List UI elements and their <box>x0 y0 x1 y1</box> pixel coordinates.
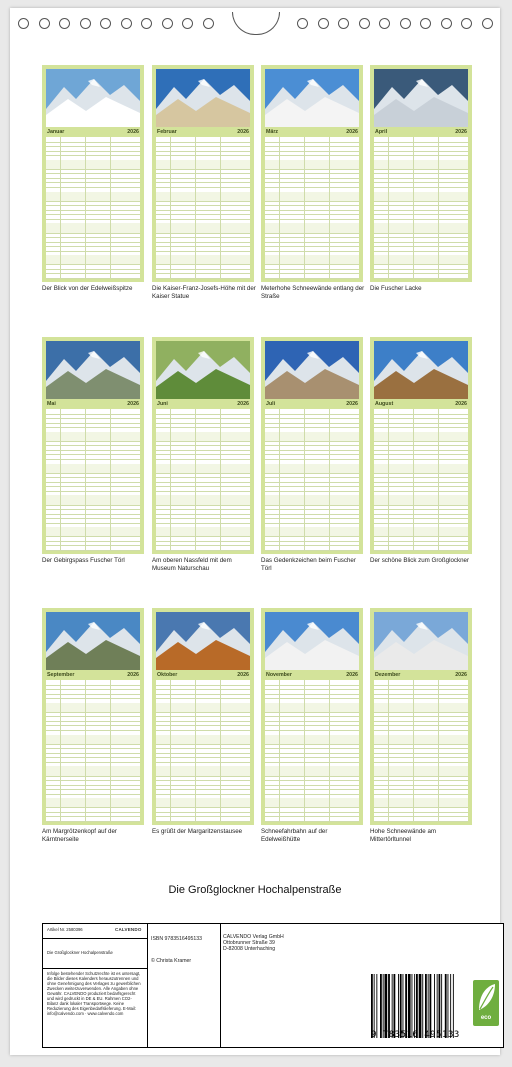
month-3 <box>261 65 365 300</box>
grid-column-line <box>438 409 439 550</box>
month-year: 2026 <box>127 401 139 407</box>
month-card <box>261 65 363 282</box>
month-card <box>370 337 472 554</box>
month-name: Januar <box>47 129 65 135</box>
month-10 <box>152 608 254 835</box>
grid-column-line <box>329 680 330 821</box>
grid-column-line <box>388 409 389 550</box>
month-caption: Hohe Schneewände am Mittertörltunnel <box>370 828 437 843</box>
grid-column-line <box>220 137 221 278</box>
binding-hole <box>121 18 132 29</box>
ean-number: 9 783516 495133 <box>371 1030 460 1040</box>
product-info-box <box>42 923 504 1048</box>
month-day-grid <box>46 409 140 550</box>
month-caption: Am oberen Nassfeld mit dem Museum Naturschau <box>152 557 232 572</box>
month-header <box>46 128 140 136</box>
article-number: Artikel Nr. 2580396 <box>47 927 83 932</box>
grid-column-line <box>60 680 61 821</box>
calendar-title: Die Großglockner Hochalpenstraße <box>168 884 342 896</box>
isbn-text: ISBN 9783516495133 <box>151 936 203 942</box>
month-12 <box>370 608 472 843</box>
month-card <box>152 337 254 554</box>
month-header <box>265 400 359 408</box>
month-caption: Die Kaiser-Franz-Josefs-Höhe mit der Kaiser Statue <box>152 285 256 300</box>
grid-column-line <box>220 409 221 550</box>
month-11 <box>261 608 363 843</box>
grid-column-line <box>279 137 280 278</box>
grid-column-line <box>329 137 330 278</box>
month-1 <box>42 65 144 292</box>
grid-column-line <box>304 680 305 821</box>
grid-column-line <box>220 680 221 821</box>
month-year: 2026 <box>237 129 249 135</box>
month-caption: Das Gedenkzeichen beim Fuscher Törl <box>261 557 356 572</box>
binding-hole <box>379 18 390 29</box>
calendar-sheet <box>10 8 500 1055</box>
month-header <box>46 400 140 408</box>
grid-column-line <box>279 409 280 550</box>
month-year: 2026 <box>346 672 358 678</box>
grid-column-line <box>304 137 305 278</box>
binding-hole <box>80 18 91 29</box>
month-card <box>152 65 254 282</box>
month-photo <box>374 69 468 127</box>
binding-hole <box>338 18 349 29</box>
binding-hole <box>318 18 329 29</box>
month-caption: Es grüßt der Margaritzenstausee <box>152 828 243 835</box>
month-day-grid <box>46 680 140 821</box>
month-caption: Meterhohe Schneewände entlang der Straße <box>261 285 365 300</box>
month-photo <box>156 69 250 127</box>
month-day-grid <box>374 409 468 550</box>
month-card <box>261 337 363 554</box>
month-day-grid <box>156 409 250 550</box>
month-4 <box>370 65 472 292</box>
month-name: April <box>375 129 388 135</box>
grid-column-line <box>170 409 171 550</box>
grid-column-line <box>170 137 171 278</box>
grid-column-line <box>85 409 86 550</box>
month-header <box>156 400 250 408</box>
month-7 <box>261 337 363 572</box>
binding-hole <box>59 18 70 29</box>
binding-hole <box>461 18 472 29</box>
month-6 <box>152 337 254 572</box>
month-name: Juni <box>157 401 168 407</box>
month-caption: Der schöne Blick zum Großglockner <box>370 557 470 564</box>
month-photo <box>374 612 468 670</box>
barcode <box>371 974 465 1038</box>
month-day-grid <box>156 137 250 278</box>
binding-hole <box>482 18 493 29</box>
grid-column-line <box>60 137 61 278</box>
product-info-left <box>43 924 148 1047</box>
month-photo <box>265 69 359 127</box>
grid-column-line <box>329 409 330 550</box>
month-name: Dezember <box>375 672 401 678</box>
grid-column-line <box>413 409 414 550</box>
month-header <box>265 128 359 136</box>
month-5 <box>42 337 144 564</box>
month-name: August <box>375 401 394 407</box>
grid-column-line <box>304 409 305 550</box>
legal-disclaimer: Infolge bestehender Schutzrechte ist es untersagt, die Bilder dieses Kalenders herauszutrennen und ohne Genehmigung des Verlages zu gewerblichen Zwecken weiterzuverwenden. Alle Angaben ohne Gewähr. CALVENDO produziert bedarfsgerecht und wird gedruckt in DE & EU. Rahmen CO2-Bilanz dank lokaler Transportwege. Keine Reduzierung des Eigenbedarfslieferung. E-Mail: info@calvendo.com · www.calvendo.com <box>47 971 141 1016</box>
product-title-small: Die Großglockner Hochalpenstraße <box>47 950 113 955</box>
month-year: 2026 <box>455 672 467 678</box>
month-name: November <box>266 672 292 678</box>
grid-column-line <box>195 680 196 821</box>
grid-column-line <box>388 137 389 278</box>
month-card <box>370 608 472 825</box>
month-header <box>374 128 468 136</box>
copyright-text: © Christa Kramer <box>151 958 192 964</box>
month-header <box>265 671 359 679</box>
month-header <box>374 671 468 679</box>
month-9 <box>42 608 144 843</box>
month-year: 2026 <box>127 129 139 135</box>
month-year: 2026 <box>455 401 467 407</box>
month-header <box>46 671 140 679</box>
month-caption: Die Fuscher Lacke <box>370 285 422 292</box>
month-header <box>374 400 468 408</box>
month-card <box>42 608 144 825</box>
grid-column-line <box>195 137 196 278</box>
month-caption: Der Blick von der Edelweißspitze <box>42 285 133 292</box>
month-day-grid <box>265 409 359 550</box>
month-day-grid <box>46 137 140 278</box>
leaf-icon <box>473 980 499 1014</box>
month-photo <box>265 612 359 670</box>
month-header <box>156 671 250 679</box>
grid-column-line <box>388 680 389 821</box>
month-day-grid <box>374 137 468 278</box>
grid-column-line <box>60 409 61 550</box>
month-name: Oktober <box>157 672 178 678</box>
month-name: Juli <box>266 401 276 407</box>
binding-hole <box>141 18 152 29</box>
binding-hole <box>359 18 370 29</box>
month-photo <box>374 341 468 399</box>
grid-column-line <box>110 137 111 278</box>
month-photo <box>46 341 140 399</box>
month-year: 2026 <box>346 401 358 407</box>
month-year: 2026 <box>237 401 249 407</box>
month-card <box>42 337 144 554</box>
month-name: März <box>266 129 279 135</box>
month-photo <box>46 69 140 127</box>
month-card <box>370 65 472 282</box>
month-caption: Der Gebirgspass Fuscher Törl <box>42 557 125 564</box>
grid-column-line <box>438 680 439 821</box>
binding-hole <box>400 18 411 29</box>
eco-label: eco <box>480 1015 492 1021</box>
month-year: 2026 <box>127 672 139 678</box>
month-year: 2026 <box>346 129 358 135</box>
grid-column-line <box>413 137 414 278</box>
grid-column-line <box>110 409 111 550</box>
product-info-right <box>221 924 503 1047</box>
month-caption: Schneefahrbahn auf der Edelweißhütte <box>261 828 328 843</box>
publisher-line-1: CALVENDO Verlag GmbH <box>223 934 284 940</box>
grid-column-line <box>413 680 414 821</box>
month-card <box>261 608 363 825</box>
calvendo-logo: CALVENDO <box>115 927 142 932</box>
month-year: 2026 <box>237 672 249 678</box>
month-card <box>152 608 254 825</box>
month-name: Mai <box>47 401 56 407</box>
product-info-mid <box>148 924 221 1047</box>
month-year: 2026 <box>455 129 467 135</box>
month-card <box>42 65 144 282</box>
grid-column-line <box>85 137 86 278</box>
month-2 <box>152 65 256 300</box>
month-day-grid <box>156 680 250 821</box>
binding-hole <box>182 18 193 29</box>
publisher-line-2: Ottobrunner Straße 39 <box>223 940 275 946</box>
month-name: Februar <box>157 129 177 135</box>
month-photo <box>156 612 250 670</box>
grid-column-line <box>110 680 111 821</box>
month-name: September <box>47 672 75 678</box>
binding-hole <box>203 18 214 29</box>
month-photo <box>265 341 359 399</box>
publisher-line-3: D-82008 Unterhaching <box>223 946 276 952</box>
binding-hole <box>100 18 111 29</box>
binding-hole <box>39 18 50 29</box>
month-8 <box>370 337 472 564</box>
grid-column-line <box>85 680 86 821</box>
grid-column-line <box>279 680 280 821</box>
month-day-grid <box>265 137 359 278</box>
month-day-grid <box>265 680 359 821</box>
binding-hole <box>18 18 29 29</box>
binding-hole <box>297 18 308 29</box>
month-day-grid <box>374 680 468 821</box>
binding-hole <box>162 18 173 29</box>
month-photo <box>46 612 140 670</box>
binding-hole <box>441 18 452 29</box>
binding-hole <box>420 18 431 29</box>
grid-column-line <box>170 680 171 821</box>
month-header <box>156 128 250 136</box>
grid-column-line <box>195 409 196 550</box>
grid-column-line <box>438 137 439 278</box>
month-photo <box>156 341 250 399</box>
month-caption: Am Margrötzenkopf auf der Kärntnerseite <box>42 828 117 843</box>
